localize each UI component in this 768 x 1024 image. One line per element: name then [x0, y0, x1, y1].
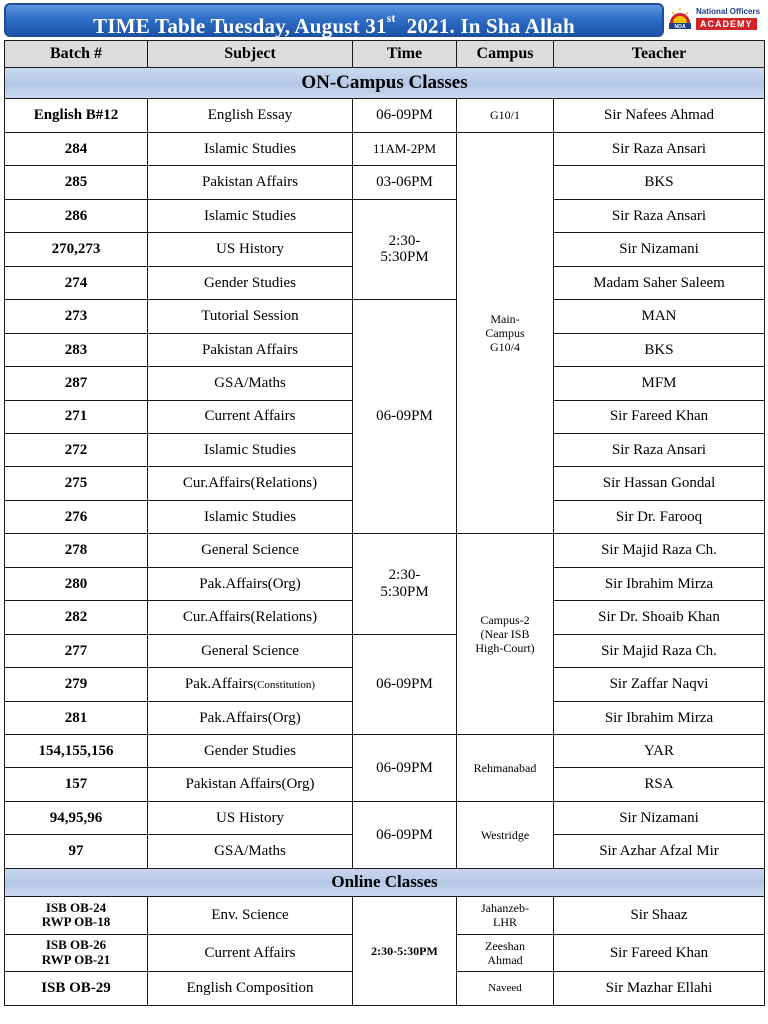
table-row [5, 534, 765, 567]
table-row [5, 166, 765, 199]
page-title [4, 3, 664, 37]
subject-cell: US History [148, 233, 353, 266]
table-row [5, 300, 765, 333]
teacher-cell: Sir Shaaz [554, 897, 765, 935]
teacher-cell: Sir Fareed Khan [554, 400, 765, 433]
teacher-cell: YAR [554, 735, 765, 768]
subject-cell [148, 668, 353, 701]
teacher-cell: Sir Hassan Gondal [554, 467, 765, 500]
batch-cell: ISB OB-29 [5, 972, 148, 1006]
subject-cell: Pak.Affairs(Org) [148, 567, 353, 600]
batch-cell: 285 [5, 166, 148, 199]
batch-cell: 270,273 [5, 233, 148, 266]
time-cell: 06-09PM [353, 801, 457, 868]
table-row [5, 801, 765, 834]
section-title-on-campus: ON-Campus Classes [5, 68, 765, 99]
logo-line1: National Officers [696, 7, 761, 16]
batch-cell: 284 [5, 132, 148, 165]
subject-cell: English Composition [148, 972, 353, 1006]
time-cell: 06-09PM [353, 735, 457, 802]
subject-cell: Islamic Studies [148, 199, 353, 232]
batch-cell: 280 [5, 567, 148, 600]
table-row [5, 99, 765, 132]
batch-cell [5, 897, 148, 935]
section-row-on-campus [5, 68, 765, 99]
teacher-cell: Sir Majid Raza Ch. [554, 534, 765, 567]
section-title-online: Online Classes [5, 868, 765, 896]
subject-cell: GSA/Maths [148, 835, 353, 868]
teacher-cell: Sir Zaffar Naqvi [554, 668, 765, 701]
teacher-cell: Sir Ibrahim Mirza [554, 701, 765, 734]
time-cell: 2:30- 5:30PM [353, 534, 457, 634]
teacher-cell: Sir Dr. Shoaib Khan [554, 601, 765, 634]
page-header [4, 3, 764, 39]
time-cell: 06-09PM [353, 99, 457, 132]
batch-cell: 286 [5, 199, 148, 232]
teacher-cell: MAN [554, 300, 765, 333]
teacher-cell: Sir Ibrahim Mirza [554, 567, 765, 600]
teacher-cell: Sir Raza Ansari [554, 132, 765, 165]
batch-cell: 287 [5, 367, 148, 400]
subject-cell: Islamic Studies [148, 132, 353, 165]
time-cell: 03-06PM [353, 166, 457, 199]
subject-cell: Pakistan Affairs(Org) [148, 768, 353, 801]
subject-cell: Islamic Studies [148, 500, 353, 533]
subject-main: Pak.Affairs [184, 676, 254, 693]
batch-cell: 279 [5, 668, 148, 701]
batch-cell: 277 [5, 634, 148, 667]
table-row [5, 897, 765, 935]
teacher-cell: Sir Nizamani [554, 233, 765, 266]
title-suffix: 2021. In Sha Allah [406, 14, 575, 38]
campus-cell: Jahanzeb- LHR [457, 897, 554, 935]
emblem-text: NOA [674, 24, 686, 30]
teacher-cell: Sir Raza Ansari [554, 433, 765, 466]
column-header-subject: Subject [148, 41, 353, 68]
teacher-cell: MFM [554, 367, 765, 400]
title-superscript: st [386, 11, 396, 25]
academy-logo [668, 5, 764, 37]
subject-note: (Constitution) [253, 679, 316, 692]
subject-cell: Pakistan Affairs [148, 333, 353, 366]
subject-cell: Current Affairs [148, 934, 353, 972]
table-row [5, 735, 765, 768]
subject-cell: Pakistan Affairs [148, 166, 353, 199]
batch-cell: 275 [5, 467, 148, 500]
teacher-cell: Sir Mazhar Ellahi [554, 972, 765, 1006]
batch-cell: 276 [5, 500, 148, 533]
teacher-cell: Sir Nafees Ahmad [554, 99, 765, 132]
batch-cell: 97 [5, 835, 148, 868]
column-header-time: Time [353, 41, 457, 68]
logo-line2: ACADEMY [696, 18, 757, 30]
column-header-campus: Campus [457, 41, 554, 68]
teacher-cell: BKS [554, 166, 765, 199]
time-cell: 06-09PM [353, 634, 457, 734]
batch-cell [5, 934, 148, 972]
subject-cell: GSA/Maths [148, 367, 353, 400]
subject-cell: English Essay [148, 99, 353, 132]
time-cell: 2:30-5:30PM [353, 897, 457, 1006]
academy-emblem-icon [668, 7, 692, 31]
batch-line1: ISB OB-24 [45, 899, 107, 915]
table-header-row [5, 41, 765, 68]
batch-line1: ISB OB-26 [45, 937, 107, 953]
batch-cell: 157 [5, 768, 148, 801]
batch-line2: RWP OB-21 [41, 952, 111, 967]
batch-cell: 283 [5, 333, 148, 366]
campus-cell: Westridge [457, 801, 554, 868]
batch-cell: 273 [5, 300, 148, 333]
subject-cell: Gender Studies [148, 266, 353, 299]
batch-line2: RWP OB-18 [41, 914, 111, 930]
batch-cell: 271 [5, 400, 148, 433]
subject-cell: US History [148, 801, 353, 834]
campus-cell: Zeeshan Ahmad [457, 934, 554, 972]
teacher-cell: RSA [554, 768, 765, 801]
teacher-cell: BKS [554, 333, 765, 366]
batch-cell: 278 [5, 534, 148, 567]
table-row [5, 199, 765, 232]
subject-cell: Current Affairs [148, 400, 353, 433]
subject-cell: Tutorial Session [148, 300, 353, 333]
batch-cell: 281 [5, 701, 148, 734]
batch-cell: 272 [5, 433, 148, 466]
teacher-cell: Sir Raza Ansari [554, 199, 765, 232]
subject-cell: Islamic Studies [148, 433, 353, 466]
subject-cell: Env. Science [148, 897, 353, 935]
column-header-batch: Batch # [5, 41, 148, 68]
campus-cell: Naveed [457, 972, 554, 1006]
teacher-cell: Sir Nizamani [554, 801, 765, 834]
subject-cell: Cur.Affairs(Relations) [148, 467, 353, 500]
batch-cell: 94,95,96 [5, 801, 148, 834]
column-header-teacher: Teacher [554, 41, 765, 68]
time-cell: 11AM-2PM [353, 132, 457, 165]
teacher-cell: Sir Dr. Farooq [554, 500, 765, 533]
campus-cell: Campus-2 (Near ISB High-Court) [457, 534, 554, 735]
time-cell: 2:30- 5:30PM [353, 199, 457, 299]
title-prefix: TIME Table Tuesday, August 31 [93, 14, 387, 38]
campus-cell: G10/1 [457, 99, 554, 132]
subject-cell: Gender Studies [148, 735, 353, 768]
subject-cell: Cur.Affairs(Relations) [148, 601, 353, 634]
campus-cell: Rehmanabad [457, 735, 554, 802]
time-cell: 06-09PM [353, 300, 457, 534]
teacher-cell: Sir Azhar Afzal Mir [554, 835, 765, 868]
campus-cell: Main- Campus G10/4 [457, 132, 554, 533]
teacher-cell: Madam Saher Saleem [554, 266, 765, 299]
subject-cell: General Science [148, 534, 353, 567]
timetable [4, 40, 765, 1006]
batch-cell: English B#12 [5, 99, 148, 132]
table-row [5, 132, 765, 165]
batch-cell: 154,155,156 [5, 735, 148, 768]
batch-cell: 274 [5, 266, 148, 299]
table-row [5, 634, 765, 667]
teacher-cell: Sir Fareed Khan [554, 934, 765, 972]
teacher-cell: Sir Majid Raza Ch. [554, 634, 765, 667]
subject-cell: General Science [148, 634, 353, 667]
batch-cell: 282 [5, 601, 148, 634]
section-row-online [5, 868, 765, 896]
subject-cell: Pak.Affairs(Org) [148, 701, 353, 734]
